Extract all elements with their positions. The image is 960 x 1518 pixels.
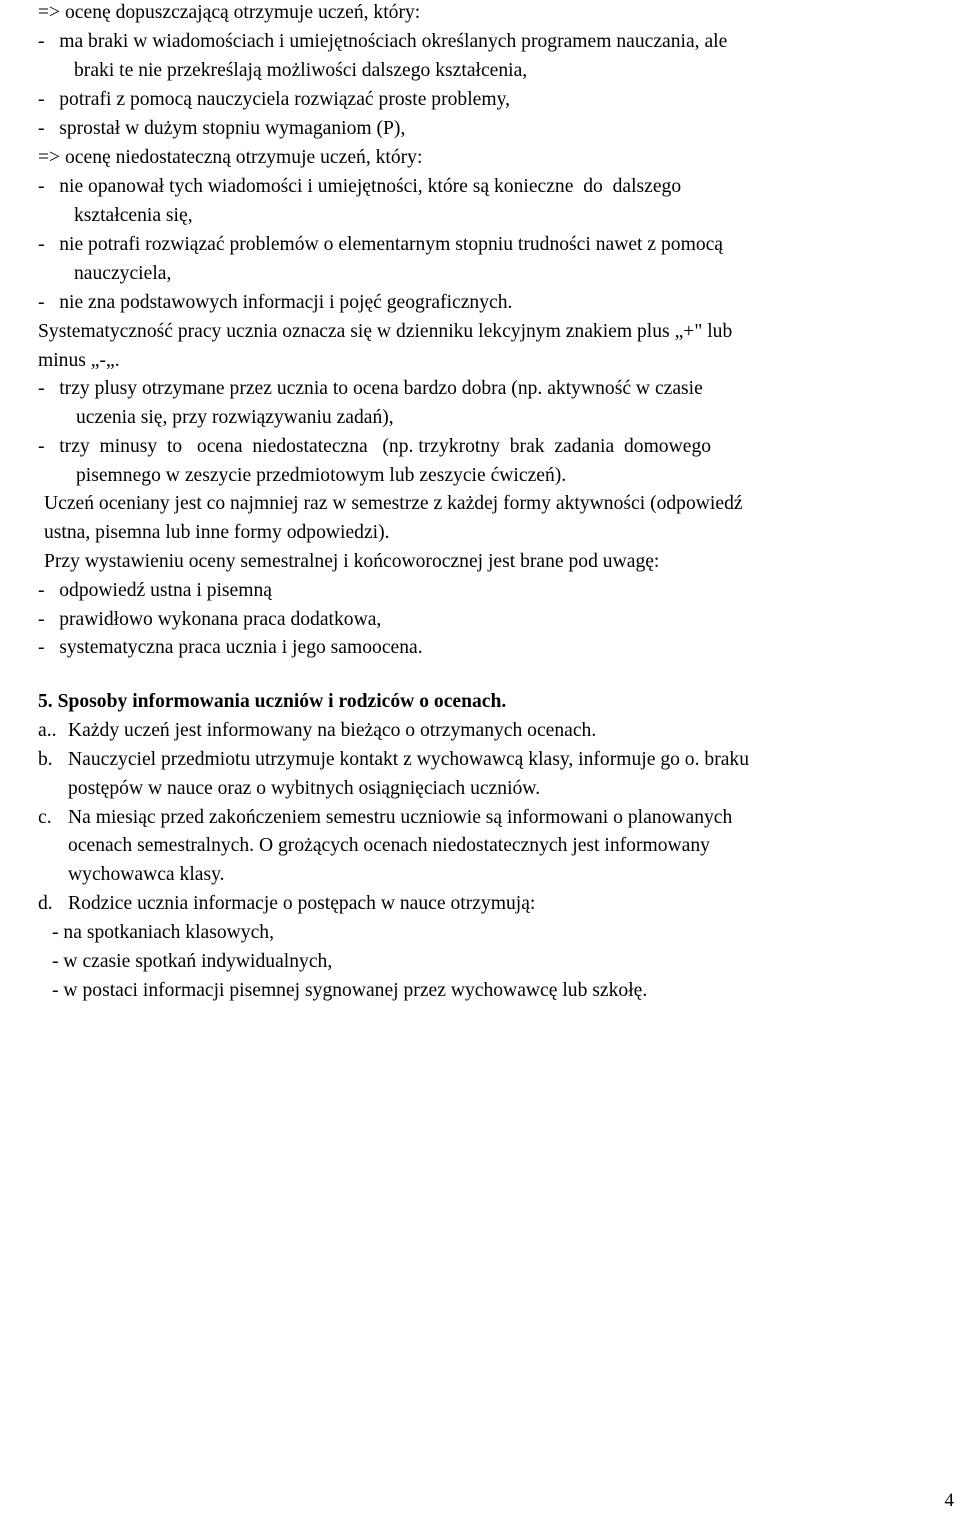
minus-rule: - trzy minusy to ocena niedostateczna (np. trzykrotny brak zadania domowego [38, 436, 712, 457]
section-5-heading: 5. Sposoby informowania uczniów i rodziców o ocenach. [38, 691, 507, 712]
item-d-sub-3: - w postaci informacji pisemnej sygnowanej przez wychowawcę lub szkołę. [52, 980, 648, 1001]
item-c-text-cont-2: wychowawca klasy. [68, 864, 225, 885]
item-d-text: Rodzice ucznia informacje o postępach w nauce otrzymują: [68, 893, 536, 914]
item-c-text-cont-1: ocenach semestralnych. O grożących ocenach niedostatecznych jest informowany [68, 835, 710, 856]
insufficient-item-1: - nie opanował tych wiadomości i umiejętności, które są konieczne do dalszego [38, 176, 682, 197]
semester-item-3: - systematyczna praca ucznia i jego samoocena. [38, 637, 423, 658]
plus-rule-cont: uczenia się, przy rozwiązywaniu zadań), [76, 407, 394, 428]
sufficient-grade-intro: => ocenę dopuszczającą otrzymuje uczeń, który: [38, 2, 421, 23]
insufficient-grade-intro: => ocenę niedostateczną otrzymuje uczeń, który: [38, 147, 423, 168]
item-b-text: Nauczyciel przedmiotu utrzymuje kontakt z wychowawcą klasy, informuje go o. braku [68, 749, 750, 770]
sufficient-item-3: - sprostał w dużym stopniu wymaganiom (P), [38, 118, 406, 139]
semester-item-1: - odpowiedź ustna i pisemną [38, 580, 272, 601]
item-b-text-cont: postępów w nauce oraz o wybitnych osiągnięciach uczniów. [68, 778, 541, 799]
insufficient-item-3: - nie zna podstawowych informacji i pojęć geograficznych. [38, 292, 513, 313]
systematic-paragraph-cont: minus „-„. [38, 350, 120, 371]
semester-item-2: - prawidłowo wykonana praca dodatkowa, [38, 609, 382, 630]
minus-rule-cont: pisemnego w zeszycie przedmiotowym lub zeszycie ćwiczeń). [76, 465, 567, 486]
item-a-marker: a.. [38, 720, 57, 741]
systematic-paragraph: Systematyczność pracy ucznia oznacza się w dzienniku lekcyjnym znakiem plus „+" lub [38, 321, 733, 342]
item-a-text: Każdy uczeń jest informowany na bieżąco o otrzymanych ocenach. [68, 720, 597, 741]
insufficient-item-2-cont: nauczyciela, [74, 263, 172, 284]
assessment-line-cont: ustna, pisemna lub inne formy odpowiedzi). [44, 522, 390, 543]
page-number: 4 [944, 1490, 954, 1511]
item-d-sub-2: - w czasie spotkań indywidualnych, [52, 951, 333, 972]
item-d-sub-1: - na spotkaniach klasowych, [52, 922, 274, 943]
item-d-marker: d. [38, 893, 53, 914]
item-c-text: Na miesiąc przed zakończeniem semestru uczniowie są informowani o planowanych [68, 807, 733, 828]
item-c-marker: c. [38, 807, 52, 828]
item-b-marker: b. [38, 749, 53, 770]
insufficient-item-2: - nie potrafi rozwiązać problemów o elementarnym stopniu trudności nawet z pomocą [38, 234, 724, 255]
plus-rule: - trzy plusy otrzymane przez ucznia to ocena bardzo dobra (np. aktywność w czasie [38, 378, 703, 399]
sufficient-item-1: - ma braki w wiadomościach i umiejętnościach określanych programem nauczania, ale [38, 31, 728, 52]
assessment-line: Uczeń oceniany jest co najmniej raz w semestrze z każdej formy aktywności (odpowiedź [44, 493, 743, 514]
sufficient-item-1-cont: braki te nie przekreślają możliwości dalszego kształcenia, [74, 60, 528, 81]
insufficient-item-1-cont: kształcenia się, [74, 205, 193, 226]
semester-intro: Przy wystawieniu oceny semestralnej i końcoworocznej jest brane pod uwagę: [44, 551, 660, 572]
sufficient-item-2: - potrafi z pomocą nauczyciela rozwiązać proste problemy, [38, 89, 511, 110]
